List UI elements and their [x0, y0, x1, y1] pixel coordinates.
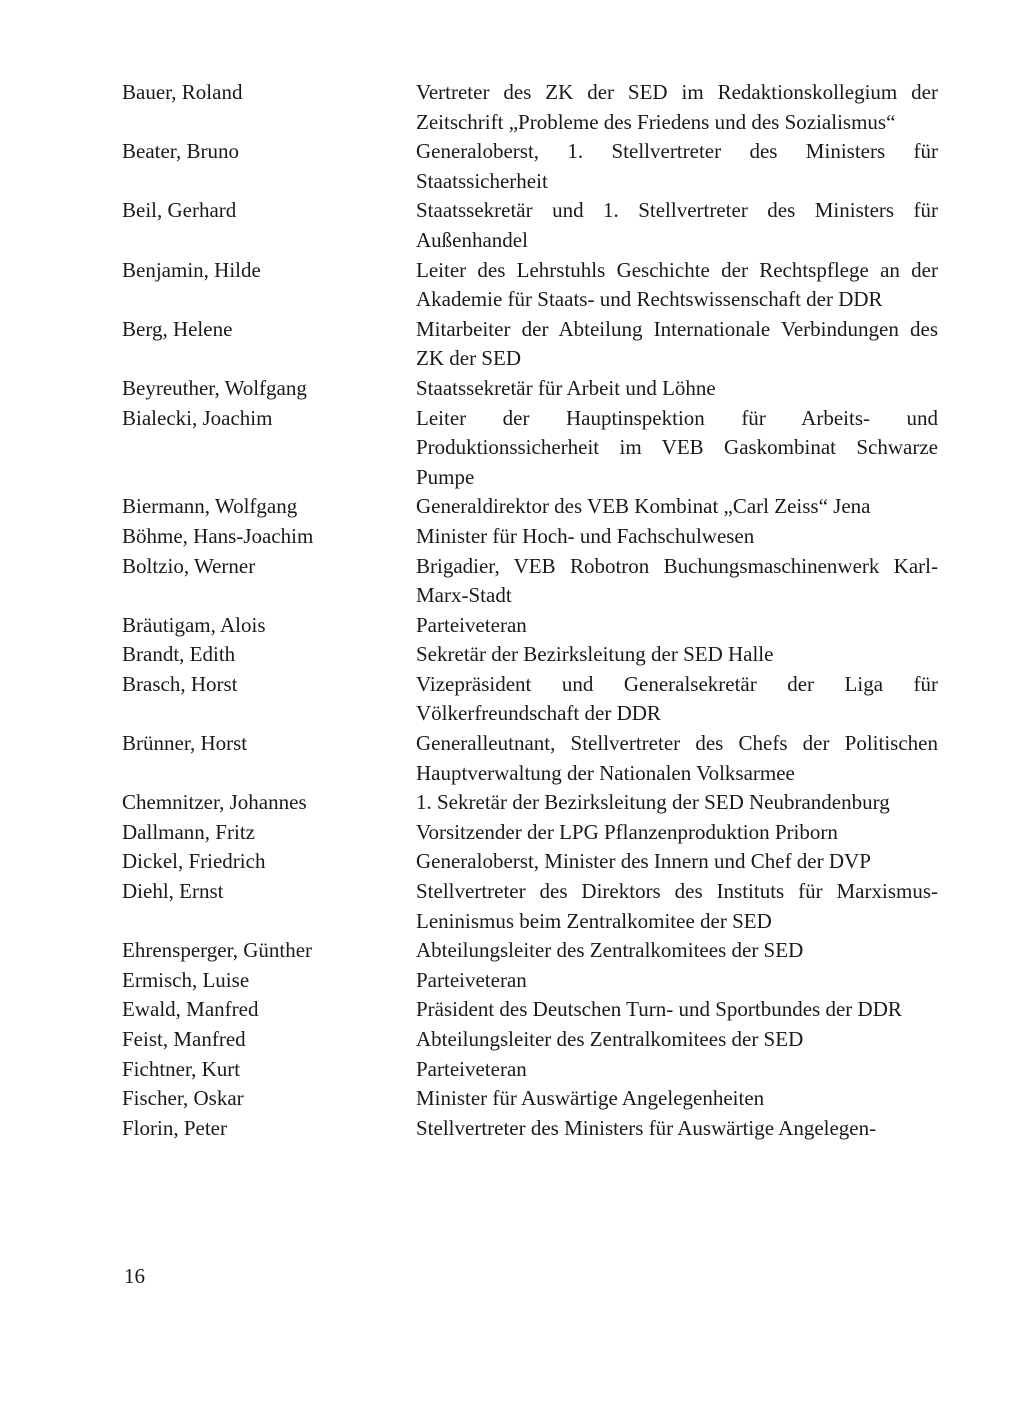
person-name: Böhme, Hans-Joachim: [122, 523, 314, 548]
person-role: Abteilungsleiter des Zentralkomitees der SED: [416, 938, 804, 963]
person-name: Brünner, Horst: [122, 731, 248, 756]
person-role: Mitarbeiter der Abteilung Internationale Verbindungen des ZK der SED: [416, 316, 938, 371]
list-item: [122, 492, 942, 522]
person-role: Leiter des Lehrstuhls Geschichte der Rechtspflege an der Akademie für Staats- und Rechtswissenschaft der DDR: [416, 257, 938, 312]
list-item: [122, 1084, 942, 1114]
person-name: Fischer, Oskar: [122, 1086, 244, 1111]
person-name: Brasch, Horst: [122, 671, 238, 696]
person-name: Bauer, Roland: [122, 80, 243, 104]
person-role: Stellvertreter des Direktors des Instituts für Marxismus-Leninismus beim Zentralkomitee der SED: [416, 879, 938, 933]
person-role: Brigadier, VEB Robotron Buchungsmaschinenwerk Karl-Marx-Stadt: [416, 553, 938, 608]
person-name: Beyreuther, Wolfgang: [122, 375, 307, 400]
person-role: Staatssekretär für Arbeit und Löhne: [416, 375, 716, 400]
person-role: Vertreter des ZK der SED im Redaktionskollegium der Zeitschrift „Probleme des Friedens und des Sozialismus“: [416, 80, 938, 134]
person-role: Staatssekretär und 1. Stellvertreter des Ministers für Außenhandel: [416, 198, 938, 252]
person-name: Dickel, Friedrich: [122, 849, 266, 874]
person-role: Parteiveteran: [416, 612, 527, 637]
person-role: Leiter der Hauptinspektion für Arbeits- und Produktionssicherheit im VEB Gaskombinat Schwarze Pumpe: [416, 405, 938, 489]
person-name: Berg, Helene: [122, 316, 233, 341]
person-name: Dallmann, Fritz: [122, 819, 255, 844]
person-role: Generaldirektor des VEB Kombinat „Carl Zeiss“ Jena: [416, 494, 871, 519]
person-role: Generaloberst, 1. Stellvertreter des Ministers für Staatssicherheit: [416, 139, 938, 193]
person-role: Parteiveteran: [416, 1056, 527, 1081]
list-item: [122, 404, 942, 493]
person-role: Präsident des Deutschen Turn- und Sportbundes der DDR: [416, 997, 902, 1022]
person-role: Sekretär der Bezirksleitung der SED Halle: [416, 642, 774, 667]
list-item: [122, 374, 942, 404]
list-item: [122, 552, 942, 611]
person-role: Stellvertreter des Ministers für Auswärtige Angelegen-: [416, 1115, 877, 1140]
person-name: Biermann, Wolfgang: [122, 494, 298, 519]
person-role: Minister für Hoch- und Fachschulwesen: [416, 523, 755, 548]
page-number: 16: [124, 1264, 145, 1288]
list-item: [122, 847, 942, 877]
list-item: [122, 995, 942, 1025]
person-name: Ermisch, Luise: [122, 967, 250, 992]
entry-list: [122, 78, 942, 1143]
person-role: Minister für Auswärtige Angelegenheiten: [416, 1086, 765, 1111]
person-name: Benjamin, Hilde: [122, 257, 261, 282]
list-item: [122, 256, 942, 315]
person-name: Florin, Peter: [122, 1115, 227, 1140]
person-name: Bräutigam, Alois: [122, 612, 266, 637]
list-item: [122, 729, 942, 788]
list-item: [122, 315, 942, 374]
person-role: Generalleutnant, Stellvertreter des Chefs der Politischen Hauptverwaltung der Nationalen Volksarmee: [416, 731, 938, 785]
list-item: [122, 1055, 942, 1085]
list-item: [122, 1025, 942, 1055]
person-name: Bialecki, Joachim: [122, 405, 273, 430]
person-name: Chemnitzer, Johannes: [122, 790, 307, 815]
list-item: [122, 78, 942, 137]
person-name: Boltzio, Werner: [122, 553, 256, 578]
list-item: [122, 522, 942, 552]
list-item: [122, 640, 942, 670]
person-name: Beater, Bruno: [122, 139, 239, 164]
list-item: [122, 818, 942, 848]
person-name: Brandt, Edith: [122, 642, 236, 667]
person-role: Generaloberst, Minister des Innern und Chef der DVP: [416, 849, 871, 874]
list-item: [122, 670, 942, 729]
person-role: 1. Sekretär der Bezirksleitung der SED Neubrandenburg: [416, 790, 890, 815]
list-item: [122, 196, 942, 255]
list-item: [122, 1114, 942, 1144]
person-name: Ewald, Manfred: [122, 997, 259, 1022]
person-name: Beil, Gerhard: [122, 198, 237, 223]
person-name: Feist, Manfred: [122, 1027, 246, 1051]
person-name: Ehrensperger, Günther: [122, 938, 313, 963]
list-item: [122, 966, 942, 996]
person-name: Fichtner, Kurt: [122, 1056, 241, 1081]
list-item: [122, 137, 942, 196]
person-role: Abteilungsleiter des Zentralkomitees der SED: [416, 1027, 804, 1051]
list-item: [122, 788, 942, 818]
list-item: [122, 877, 942, 936]
person-role: Vizepräsident und Generalsekretär der Liga für Völkerfreundschaft der DDR: [416, 671, 938, 726]
person-role: Parteiveteran: [416, 967, 527, 992]
list-item: [122, 611, 942, 641]
list-item: [122, 936, 942, 966]
person-role: Vorsitzender der LPG Pflanzenproduktion Priborn: [416, 819, 838, 844]
person-name: Diehl, Ernst: [122, 879, 224, 904]
